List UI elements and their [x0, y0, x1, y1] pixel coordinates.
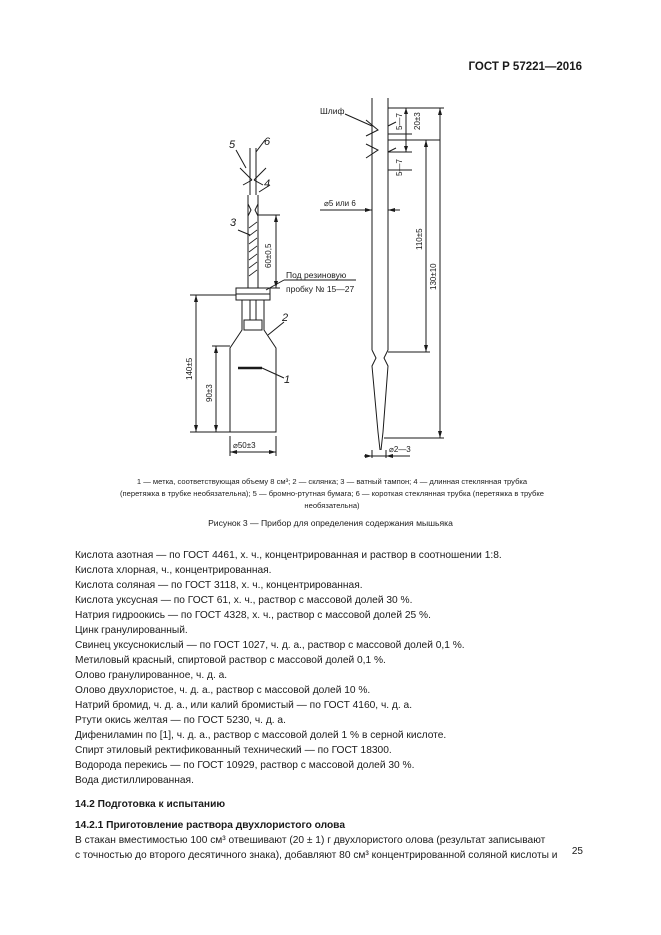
label-num3: 3	[230, 217, 237, 229]
reagent-item: Свинец уксуснокислый — по ГОСТ 1027, ч. д. а., раствор с массовой долей 0,1 %.	[75, 640, 465, 651]
document-body	[75, 548, 585, 863]
figure-caption: Рисунок 3 — Прибор для определения содержания мышьяка	[208, 518, 453, 528]
reagent-item: Кислота хлорная, ч., концентрированная.	[75, 565, 272, 576]
label-num4: 4	[264, 178, 271, 190]
legend-line: необязательна)	[304, 501, 360, 510]
label-diam50: ⌀50±3	[233, 441, 256, 450]
label-dim-60: 60±0,5	[264, 243, 273, 268]
label-num6: 6	[264, 136, 271, 148]
paragraph	[75, 833, 585, 863]
label-dim-90: 90±3	[205, 384, 214, 402]
reagent-item: Натрия гидроокись — по ГОСТ 4328, х. ч., раствор с массовой долей 25 %.	[75, 610, 431, 621]
reagent-item: Кислота соляная — по ГОСТ 3118, х. ч., концентрированная.	[75, 580, 363, 591]
reagent-list	[75, 548, 585, 788]
reagent-item: Кислота азотная — по ГОСТ 4461, х. ч., концентрированная и раствор в соотношении 1:8.	[75, 550, 502, 561]
reagent-item: Водорода перекись — по ГОСТ 10929, раствор с массовой долей 30 %.	[75, 760, 415, 771]
reagent-item: Цинк гранулированный.	[75, 625, 188, 636]
reagent-item: Вода дистиллированная.	[75, 775, 194, 786]
paragraph-line: с точностью до второго десятичного знака), добавляют 80 см³ концентрированной соляной кислоты и	[75, 850, 558, 861]
reagent-item: Олово гранулированное, ч. д. а.	[75, 670, 228, 681]
reagent-item: Кислота уксусная — по ГОСТ 61, х. ч., раствор с массовой долей 30 %.	[75, 595, 413, 606]
legend-line: (перетяжка в трубке необязательна); 5 — бромно-ртутная бумага; 6 — короткая стеклянная трубка (перетяжка в трубке	[120, 489, 544, 498]
standard-header: ГОСТ Р 57221—2016	[468, 61, 582, 73]
reagent-item: Натрий бромид, ч. д. а., или калий бромистый — по ГОСТ 4160, ч. д. а.	[75, 700, 413, 711]
label-plug-2: пробку № 15—27	[286, 284, 355, 294]
label-dim-5-7a: 5—7	[395, 113, 404, 130]
reagent-item: Ртути окись желтая — по ГОСТ 5230, ч. д. а.	[75, 715, 286, 726]
label-dim-5-7b: 5—7	[395, 159, 404, 176]
label-diam-5-6: ⌀5 или 6	[324, 199, 356, 208]
paragraph-line: В стакан вместимостью 100 см³ отвешивают (20 ± 1) г двухлористого олова (результат записывают	[75, 835, 546, 846]
page-number: 25	[571, 846, 583, 857]
label-num2: 2	[282, 312, 289, 324]
subsection-heading: 14.2.1 Приготовление раствора двухлористого олова	[75, 820, 345, 831]
reagent-item: Метиловый красный, спиртовой раствор с массовой долей 0,1 %.	[75, 655, 386, 666]
label-shlif: Шлиф	[320, 106, 345, 116]
section-heading: 14.2 Подготовка к испытанию	[75, 799, 226, 810]
label-dim-140: 140±5	[185, 357, 194, 380]
label-diam-2-3: ⌀2—3	[389, 445, 411, 454]
reagent-item: Олово двухлористое, ч. д. а., раствор с массовой долей 10 %.	[75, 685, 371, 696]
label-num5: 5	[229, 139, 236, 151]
reagent-item: Спирт этиловый ректификованный технический — по ГОСТ 18300.	[75, 745, 392, 756]
label-plug-1: Под резиновую	[286, 270, 347, 280]
label-dim-130: 130±10	[429, 263, 438, 290]
label-dim-20: 20±3	[413, 112, 422, 130]
label-num1: 1	[284, 374, 291, 386]
label-dim-110: 110±5	[415, 228, 424, 250]
legend-line: 1 — метка, соответствующая объему 8 см³; 2 — склянка; 3 — ватный тампон; 4 — длинная стеклянная трубка	[136, 477, 528, 486]
figure-legend	[62, 476, 602, 512]
reagent-item: Дифениламин по [1], ч. д. а., раствор с массовой долей 1 % в серной кислоте.	[75, 730, 447, 741]
